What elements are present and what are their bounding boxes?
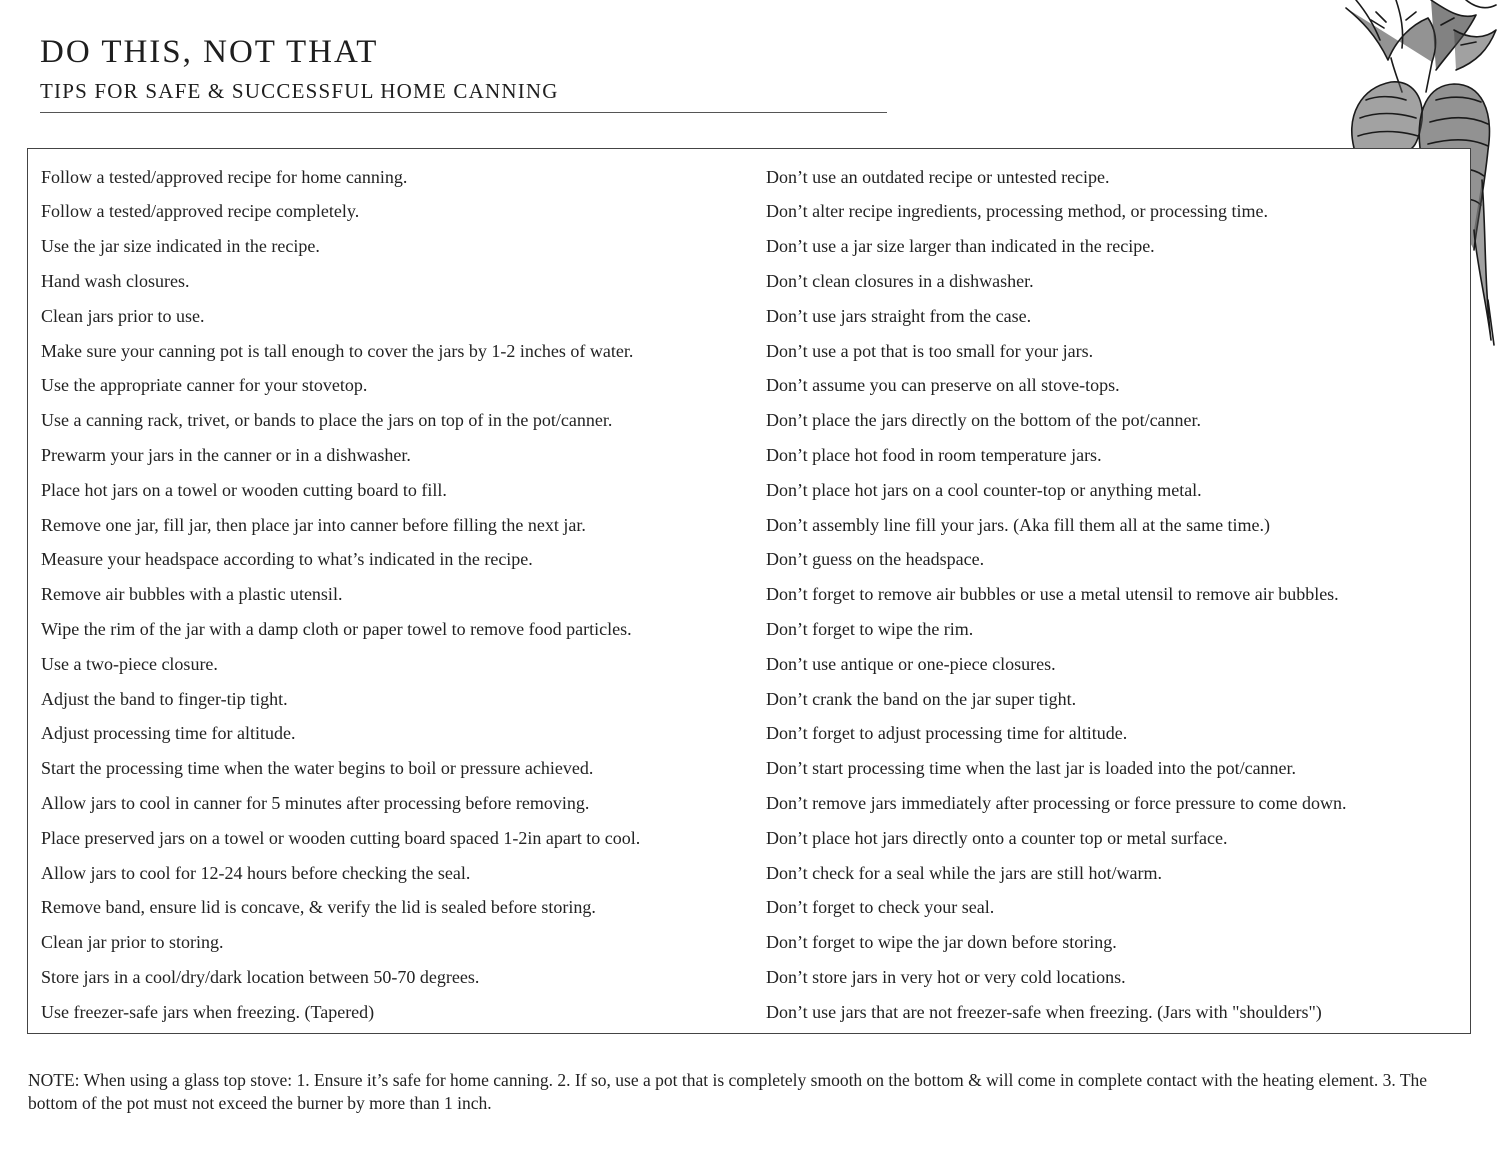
dont-tip: Don’t place hot jars directly onto a counter top or metal surface. xyxy=(766,827,1228,848)
dont-tip: Don’t assembly line fill your jars. (Aka fill them all at the same time.) xyxy=(766,514,1271,535)
tip-row xyxy=(28,577,1470,612)
do-tip: Allow jars to cool in canner for 5 minutes after processing before removing. xyxy=(41,792,590,813)
do-tip: Use the appropriate canner for your stovetop. xyxy=(41,375,368,396)
do-tip: Start the processing time when the water begins to boil or pressure achieved. xyxy=(41,758,594,779)
do-tip: Remove one jar, fill jar, then place jar into canner before filling the next jar. xyxy=(41,514,586,535)
do-tip: Use the jar size indicated in the recipe. xyxy=(41,236,320,257)
dont-tip: Don’t assume you can preserve on all stove-tops. xyxy=(766,375,1120,396)
tip-row xyxy=(28,856,1470,891)
do-tip: Make sure your canning pot is tall enough to cover the jars by 1-2 inches of water. xyxy=(41,340,634,361)
do-tip: Wipe the rim of the jar with a damp cloth or paper towel to remove food particles. xyxy=(41,618,632,639)
do-tip: Remove air bubbles with a plastic utensil. xyxy=(41,584,343,605)
tip-row xyxy=(28,403,1470,438)
dont-tip: Don’t forget to wipe the jar down before storing. xyxy=(766,932,1117,953)
tip-row xyxy=(28,890,1470,925)
do-tip: Place preserved jars on a towel or wooden cutting board spaced 1-2in apart to cool. xyxy=(41,827,641,848)
dont-tip: Don’t forget to check your seal. xyxy=(766,897,995,918)
tip-row xyxy=(28,299,1470,334)
do-tip: Follow a tested/approved recipe completely. xyxy=(41,201,360,222)
tip-row xyxy=(28,682,1470,717)
page-title: DO THIS, NOT THAT xyxy=(40,34,379,70)
dont-tip: Don’t forget to adjust processing time for altitude. xyxy=(766,723,1128,744)
do-tip: Hand wash closures. xyxy=(41,270,190,291)
tip-row xyxy=(28,264,1470,299)
tip-row xyxy=(28,925,1470,960)
tip-row xyxy=(28,786,1470,821)
tip-row xyxy=(28,647,1470,682)
dont-tip: Don’t store jars in very hot or very cold locations. xyxy=(766,966,1126,987)
tip-row xyxy=(28,960,1470,995)
note-text: NOTE: When using a glass top stove: 1. Ensure it’s safe for home canning. 2. If so, use a pot that is completely smooth on the bottom & will come in complete contact with the heating element. 3. The bottom of the pot must not exceed the burner by more than 1 inch. xyxy=(28,1070,1428,1113)
tip-row xyxy=(28,995,1470,1030)
tip-row xyxy=(28,612,1470,647)
do-tip: Place hot jars on a towel or wooden cutting board to fill. xyxy=(41,479,447,500)
tip-row xyxy=(28,334,1470,369)
tip-row xyxy=(28,751,1470,786)
tips-table xyxy=(27,148,1471,1034)
dont-tip: Don’t use jars that are not freezer-safe when freezing. (Jars with "shoulders") xyxy=(766,1001,1322,1022)
do-tip: Measure your headspace according to what’s indicated in the recipe. xyxy=(41,549,533,570)
do-tip: Store jars in a cool/dry/dark location between 50-70 degrees. xyxy=(41,966,480,987)
dont-tip: Don’t use a pot that is too small for your jars. xyxy=(766,340,1094,361)
do-tip: Use a canning rack, trivet, or bands to place the jars on top of in the pot/canner. xyxy=(41,410,613,431)
page-subtitle: TIPS FOR SAFE & SUCCESSFUL HOME CANNING xyxy=(40,79,559,103)
dont-tip: Don’t crank the band on the jar super tight. xyxy=(766,688,1077,709)
do-tip: Allow jars to cool for 12-24 hours before checking the seal. xyxy=(41,862,471,883)
title-divider xyxy=(40,112,887,113)
do-tip: Use a two-piece closure. xyxy=(41,653,218,674)
do-tip: Use freezer-safe jars when freezing. (Tapered) xyxy=(41,1001,375,1022)
tip-row xyxy=(28,368,1470,403)
dont-tip: Don’t place hot jars on a cool counter-top or anything metal. xyxy=(766,479,1202,500)
dont-tip: Don’t check for a seal while the jars are still hot/warm. xyxy=(766,862,1163,883)
dont-tip: Don’t forget to wipe the rim. xyxy=(766,618,974,639)
dont-tip: Don’t use jars straight from the case. xyxy=(766,305,1032,326)
dont-tip: Don’t use a jar size larger than indicated in the recipe. xyxy=(766,236,1155,257)
dont-tip: Don’t start processing time when the last jar is loaded into the pot/canner. xyxy=(766,758,1297,779)
tip-row xyxy=(28,194,1470,229)
tip-row xyxy=(28,229,1470,264)
do-tip: Clean jars prior to use. xyxy=(41,305,205,326)
do-tip: Adjust the band to finger-tip tight. xyxy=(41,688,288,709)
dont-tip: Don’t alter recipe ingredients, processing method, or processing time. xyxy=(766,201,1269,222)
dont-tip: Don’t place hot food in room temperature jars. xyxy=(766,444,1102,465)
dont-tip: Don’t place the jars directly on the bottom of the pot/canner. xyxy=(766,410,1202,431)
dont-tip: Don’t clean closures in a dishwasher. xyxy=(766,270,1034,291)
tip-row xyxy=(28,473,1470,508)
tip-row xyxy=(28,160,1470,195)
dont-tip: Don’t remove jars immediately after processing or force pressure to come down. xyxy=(766,792,1347,813)
tip-row xyxy=(28,716,1470,751)
dont-tip: Don’t use an outdated recipe or untested recipe. xyxy=(766,166,1110,187)
tip-row xyxy=(28,542,1470,577)
dont-tip: Don’t guess on the headspace. xyxy=(766,549,985,570)
dont-tip: Don’t forget to remove air bubbles or use a metal utensil to remove air bubbles. xyxy=(766,584,1339,605)
tip-row xyxy=(28,821,1470,856)
do-tip: Prewarm your jars in the canner or in a dishwasher. xyxy=(41,444,411,465)
do-tip: Clean jar prior to storing. xyxy=(41,932,224,953)
do-tip: Follow a tested/approved recipe for home canning. xyxy=(41,166,408,187)
dont-tip: Don’t use antique or one-piece closures. xyxy=(766,653,1056,674)
tip-row xyxy=(28,438,1470,473)
do-tip: Remove band, ensure lid is concave, & verify the lid is sealed before storing. xyxy=(41,897,596,918)
tip-row xyxy=(28,508,1470,543)
do-tip: Adjust processing time for altitude. xyxy=(41,723,296,744)
